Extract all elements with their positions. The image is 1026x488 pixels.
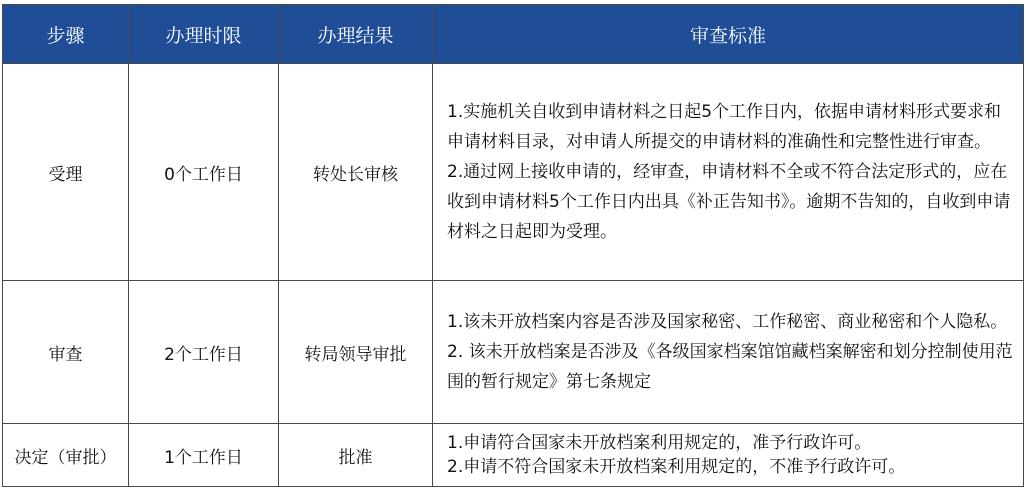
header-time-limit: 办理时限 [129, 5, 279, 64]
cell-result: 批准 [279, 424, 433, 487]
cell-step: 决定（审批） [3, 424, 129, 487]
cell-step: 受理 [3, 64, 129, 281]
header-step: 步骤 [3, 5, 129, 64]
table-row [3, 281, 1024, 424]
standard-item: 2. 该未开放档案是否涉及《各级国家档案馆馆藏档案解密和划分控制使用范围的暂行规定》第七条规定 [447, 342, 1013, 392]
standard-item: 1.该未开放档案内容是否涉及国家秘密、工作秘密、商业秘密和个人隐私。 [447, 312, 1008, 332]
cell-time-limit: 2个工作日 [129, 281, 279, 424]
standard-item: 2.通过网上接收申请的，经审查，申请材料不全或不符合法定形式的，应在收到申请材料5个工作日内出具《补正告知书》。逾期不告知的，自收到申请材料之日起即为受理。 [447, 162, 1011, 242]
table-header-row [3, 5, 1024, 64]
standard-item: 2.申请不符合国家未开放档案利用规定的，不准予行政许可。 [447, 457, 906, 477]
table-row [3, 64, 1024, 281]
header-review-standard: 审查标准 [433, 5, 1024, 64]
cell-time-limit: 1个工作日 [129, 424, 279, 487]
standard-item: 1.实施机关自收到申请材料之日起5个工作日内，依据申请材料形式要求和申请材料目录，对申请人所提交的申请材料的准确性和完整性进行审查。 [447, 102, 1002, 152]
cell-result: 转局领导审批 [279, 281, 433, 424]
cell-result: 转处长审核 [279, 64, 433, 281]
cell-step: 审查 [3, 281, 129, 424]
cell-review-standard [433, 424, 1024, 487]
standard-item: 1.申请符合国家未开放档案利用规定的，准予行政许可。 [447, 433, 872, 453]
cell-time-limit: 0个工作日 [129, 64, 279, 281]
approval-process-table [2, 4, 1024, 487]
cell-review-standard [433, 281, 1024, 424]
header-result: 办理结果 [279, 5, 433, 64]
cell-review-standard [433, 64, 1024, 281]
table-row [3, 424, 1024, 487]
